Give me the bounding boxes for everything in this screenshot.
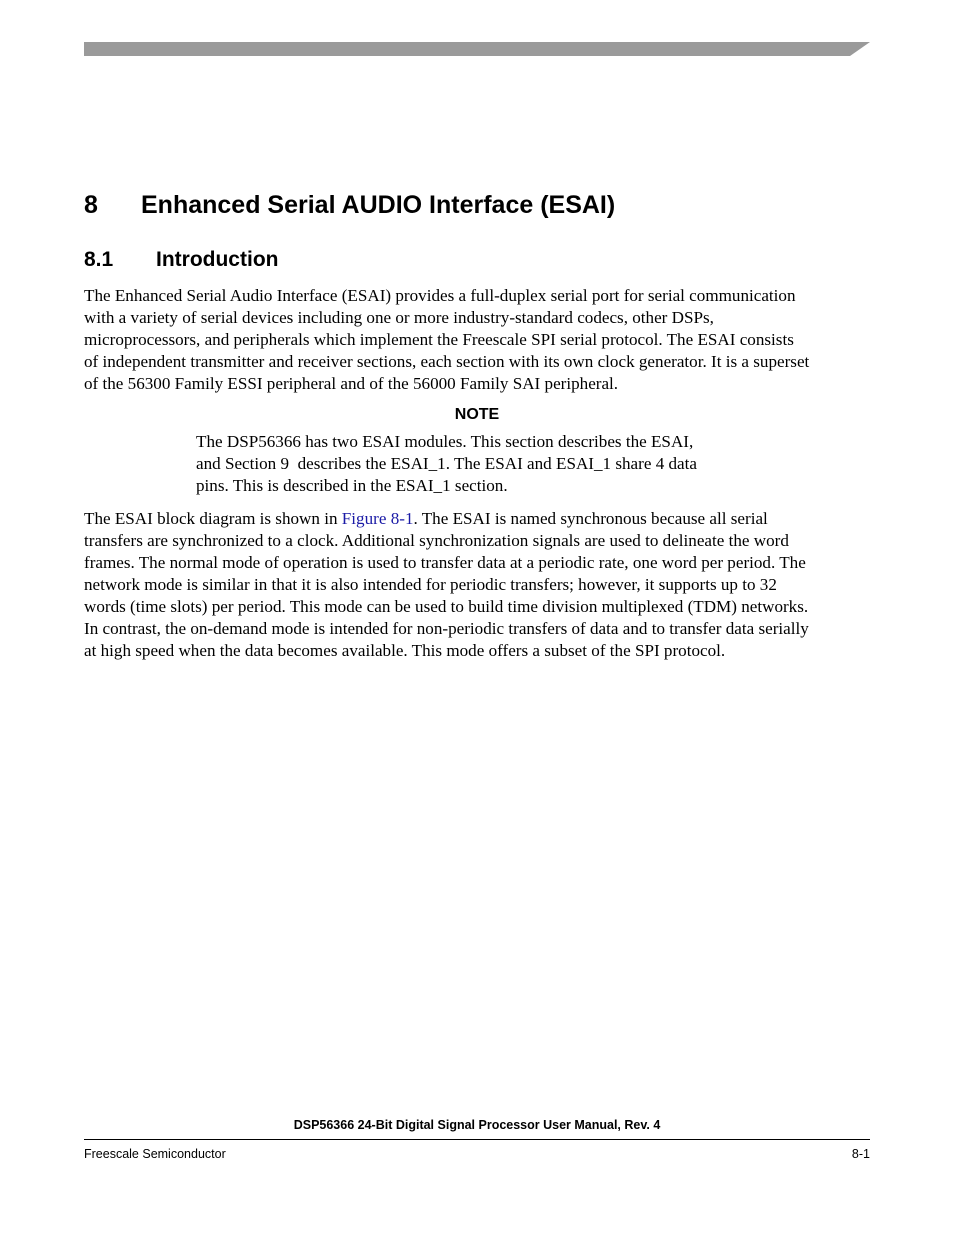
note-label: NOTE bbox=[454, 406, 500, 423]
intro-line: of independent transmitter and receiver sections, each section with its own clock generator. It is a superset bbox=[84, 352, 810, 371]
section-heading bbox=[84, 246, 278, 274]
intro-line: The Enhanced Serial Audio Interface (ESAI) provides a full-duplex serial port for serial communication bbox=[84, 286, 796, 305]
section-number: 8.1 bbox=[84, 248, 114, 271]
block-line: words (time slots) per period. This mode can be used to build time division multiplexed (TDM) networks. bbox=[84, 597, 809, 616]
block-line: frames. The normal mode of operation is used to transfer data at a periodic rate, one word per period. The bbox=[84, 553, 806, 572]
figure-8-1-link[interactable]: Figure 8-1 bbox=[341, 509, 414, 528]
intro-line: of the 56300 Family ESSI peripheral and of the 56000 Family SAI peripheral. bbox=[84, 374, 619, 393]
header-bar bbox=[84, 42, 870, 56]
footer-manual-title: DSP56366 24-Bit Digital Signal Processor User Manual, Rev. 4 bbox=[293, 1118, 661, 1132]
block-diagram-paragraph bbox=[84, 508, 874, 662]
intro-line: microprocessors, and peripherals which implement the Freescale SPI serial protocol. The ESAI consists bbox=[84, 330, 794, 349]
intro-paragraph bbox=[84, 285, 874, 395]
chapter-title: Enhanced Serial AUDIO Interface (ESAI) bbox=[141, 191, 616, 219]
block-line: at high speed when the data becomes available. This mode offers a subset of the SPI protocol. bbox=[84, 641, 726, 660]
block-line-text: The ESAI block diagram is shown in bbox=[84, 509, 342, 528]
footer-company: Freescale Semiconductor bbox=[84, 1147, 226, 1161]
block-line bbox=[84, 508, 874, 530]
intro-line: with a variety of serial devices including one or more industry-standard codecs, other DSPs, bbox=[84, 308, 714, 327]
chapter-heading bbox=[84, 188, 615, 222]
block-line-text: . The ESAI is named synchronous because all serial bbox=[413, 509, 768, 528]
note-line: The DSP56366 has two ESAI modules. This section describes the ESAI, bbox=[196, 432, 694, 451]
section-title: Introduction bbox=[156, 248, 279, 271]
footer-page-number: 8-1 bbox=[851, 1147, 870, 1161]
block-line: transfers are synchronized to a clock. Additional synchronization signals are used to delineate the word bbox=[84, 531, 789, 550]
block-line: In contrast, the on-demand mode is intended for non-periodic transfers of data and to transfer data serially bbox=[84, 619, 809, 638]
block-line: network mode is similar in that it is also intended for periodic transfers; however, it supports up to 32 bbox=[84, 575, 777, 594]
footer-divider bbox=[84, 1139, 870, 1140]
note-body bbox=[196, 431, 766, 497]
note-line: and Section 9 describes the ESAI_1. The ESAI and ESAI_1 share 4 data bbox=[196, 454, 697, 473]
note-line: pins. This is described in the ESAI_1 section. bbox=[196, 476, 508, 495]
chapter-number: 8 bbox=[84, 191, 98, 219]
